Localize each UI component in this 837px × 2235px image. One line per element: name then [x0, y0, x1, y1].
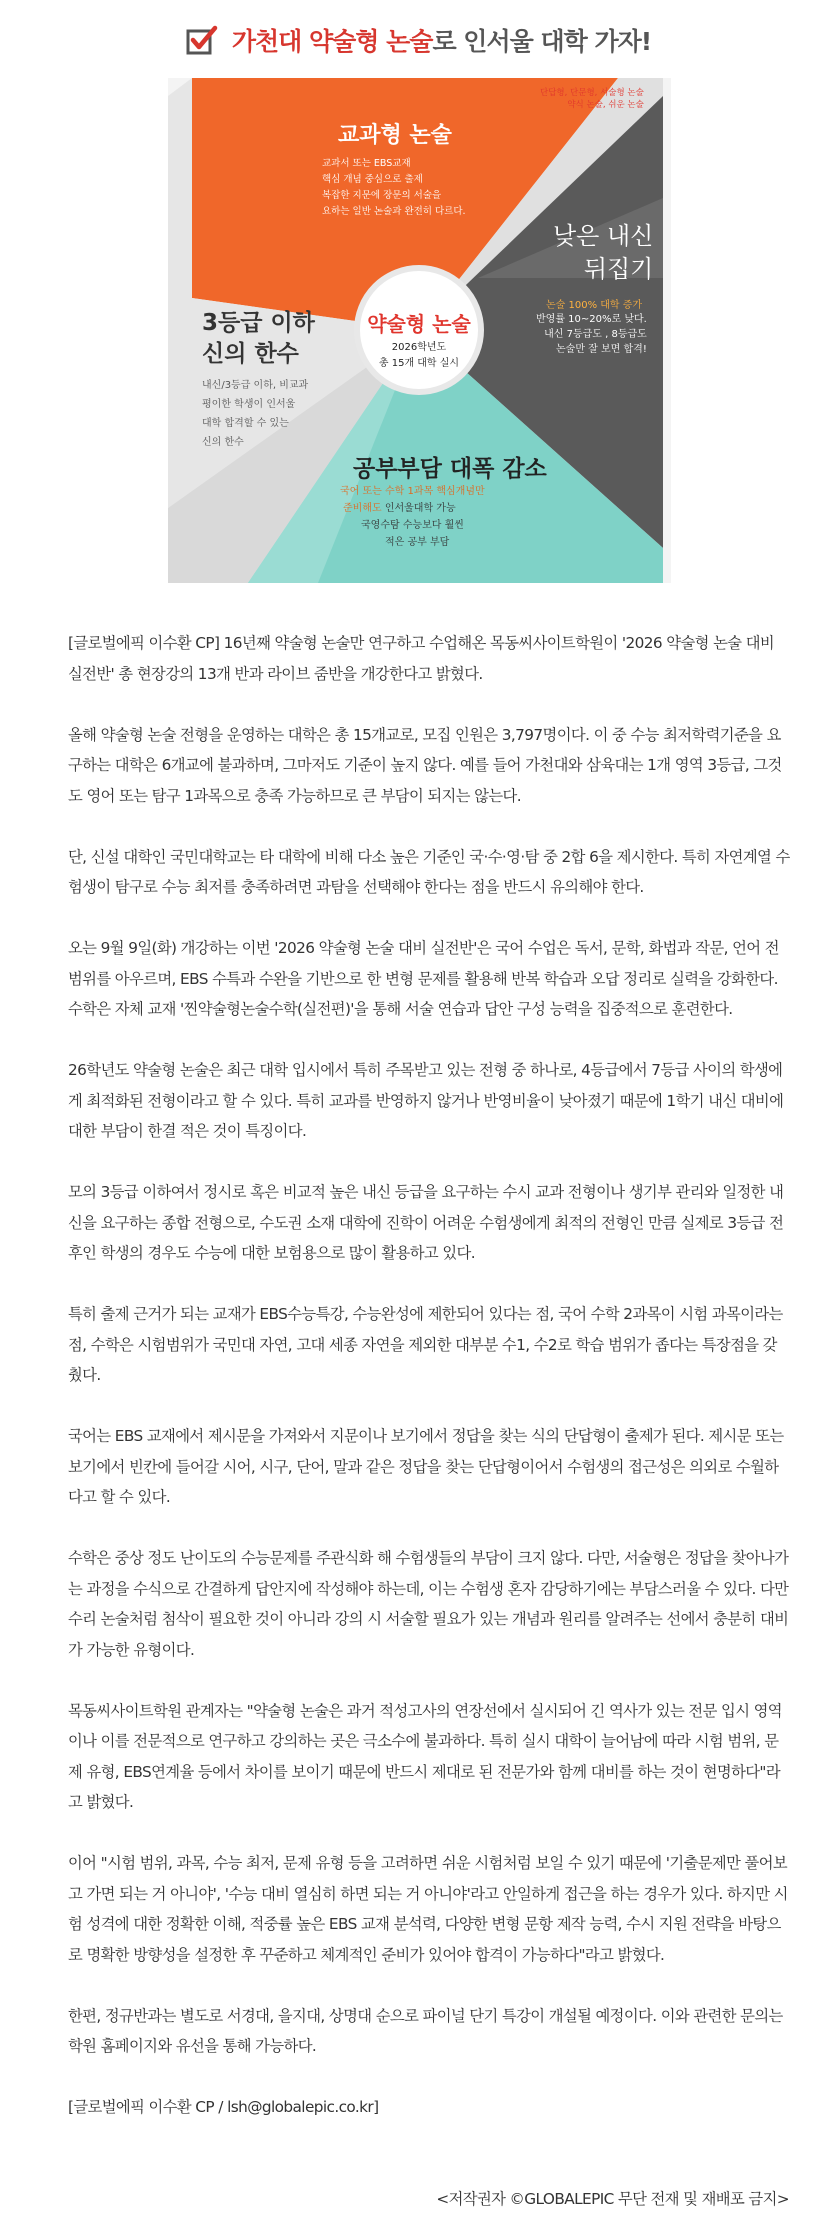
- center-circle-title: 약술형 논술: [367, 312, 471, 336]
- article-paragraph: 올해 약술형 논술 전형을 운영하는 대학은 총 15개교로, 모집 인원은 3,797명이다. 이 중 수능 최저학력기준을 요구하는 대학은 6개교에 불과하며, 그마저도 기준이 높지 않다. 예를 들어 가천대와 삼육대는 1개 영역 3등급, 그것도 영어 또는 탐구 1과목으로 충족 가능하므로 큰 부담이 되지는 않는다.: [68, 725, 782, 805]
- article-paragraph: 모의 3등급 이하여서 정시로 혹은 비교적 높은 내신 등급을 요구하는 수시 교과 전형이나 생기부 관리와 일정한 내신을 요구하는 종합 전형으로, 수도권 소재 대학에 진학이 어려운 수험생에게 최적의 전형인 만큼 실제로 3등급 전후인 학생의 경우도 수능에 대한 보험용으로 많이 활용하고 있다.: [68, 1183, 784, 1262]
- desc-line: 대학 합격할 수 있는: [202, 418, 289, 429]
- article-paragraph: 국어는 EBS 교재에서 제시문을 가져와서 지문이나 보기에서 정답을 찾는 식의 단답형이 출제가 된다. 제시문 또는 보기에서 빈칸에 들어갈 시어, 시구, 단어, 말과 같은 정답을 찾는 단답형이어서 수험생의 접근성은 의외로 수월하다고 할 수 있다.: [68, 1427, 784, 1506]
- desc-line: 핵심 개념 중심으로 출제: [322, 174, 423, 185]
- corner-note-line: 약식 논술, 쉬운 논술: [567, 100, 644, 110]
- desc-line: 반영률 10~20%로 낮다.: [536, 314, 647, 325]
- article-paragraph: 단, 신설 대학인 국민대학교는 타 대학에 비해 다소 높은 기준인 국·수·영·탐 중 2합 6을 제시한다. 특히 자연계열 수험생이 탐구로 수능 최저를 충족하려면 과탐을 선택해야 한다는 점을 반드시 유의해야 한다.: [68, 847, 790, 896]
- article-paragraph: 26학년도 약술형 논술은 최근 대학 입시에서 특히 주목받고 있는 전형 중 하나로, 4등급에서 7등급 사이의 학생에게 최적화된 전형이라고 할 수 있다. 특히 교과를 반영하지 않거나 반영비율이 낮아졌기 때문에 1학기 내신 대비에 대한 부담이 한결 적은 것이 특징이다.: [68, 1061, 784, 1140]
- bottom-blade-highlight-inline: 준비해도: [343, 503, 382, 514]
- article-paragraph: 오는 9월 9일(화) 개강하는 이번 '2026 약술형 논술 대비 실전반'은 국어 수업은 독서, 문학, 화법과 작문, 언어 전 범위를 아우르며, EBS 수특과 수완을 기반으로 한 변형 문제를 활용해 반복 학습과 오답 정리로 실력을 강화한다. 수학은 자체 교재 '찐약술형논술수학(실전편)'을 통해 서술 연습과 답안 구성 능력을 집중적으로 훈련한다.: [68, 939, 779, 1018]
- headline: [0, 22, 837, 61]
- title-line: 낮은 내신: [553, 222, 654, 250]
- bottom-blade-line: [343, 499, 456, 514]
- left-blade-description: [202, 376, 308, 452]
- right-blade-highlight: 논술 100% 대학 증가: [546, 300, 643, 311]
- right-blade-title: [553, 220, 653, 286]
- headline-highlight: 가천대 약술형 논술: [231, 27, 433, 56]
- right-blade-description: [536, 312, 647, 357]
- desc-line: 교과서 또는 EBS교재: [322, 158, 411, 169]
- article-paragraph: 특히 출제 근거가 되는 교재가 EBS수능특강, 수능완성에 제한되어 있다는 점, 국어 수학 2과목이 시험 과목이라는 점, 수학은 시험범위가 국민대 자연, 고대 세종 자연을 제외한 대부분 수1, 수2로 학습 범위가 좁다는 특장점을 갖췄다.: [68, 1305, 783, 1384]
- infographic: [168, 78, 671, 583]
- article-paragraph: 목동씨사이트학원 관계자는 "약술형 논술은 과거 적성고사의 연장선에서 실시되어 긴 역사가 있는 전문 입시 영역이나 이를 전문적으로 연구하고 강의하는 곳은 극소수에 불과하다. 특히 실시 대학이 늘어남에 따라 시험 범위, 문제 유형, EBS연계율 등에서 차이를 보이기 때문에 반드시 제대로 된 전문가와 함께 대비를 하는 것이 현명하다"라고 밝혔다.: [68, 1701, 782, 1811]
- article-body: [68, 628, 790, 2123]
- bottom-blade-title: 공부부담 대폭 감소: [353, 456, 547, 482]
- subtitle-line: 2026학년도: [391, 342, 447, 353]
- desc-line: 복잡한 지문에 장문의 서술을: [322, 190, 442, 201]
- infographic-corner-note: [540, 87, 644, 111]
- left-blade-title: [202, 308, 315, 370]
- headline-rest: 로 인서울 대학 가자!: [432, 27, 652, 56]
- article-paragraph: 이어 "시험 범위, 과목, 수능 최저, 문제 유형 등을 고려하면 쉬운 시험처럼 보일 수 있기 때문에 '기출문제만 풀어보고 가면 되는 거 아니야', '수능 대비 열심히 하면 되는 거 아니야'라고 안일하게 접근을 하는 경우가 있다. 하지만 시험 성격에 대한 정확한 이해, 적중률 높은 EBS 교재 분석력, 다양한 변형 문항 제작 능력, 수시 지원 전략을 바탕으로 명확한 방향성을 설정한 후 꾸준하고 체계적인 준비가 있어야 합격이 가능하다"라고 밝혔다.: [68, 1854, 788, 1964]
- checkbox-check-icon: [186, 25, 218, 61]
- article-paragraph: 한편, 정규반과는 별도로 서경대, 을지대, 상명대 순으로 파이널 단기 특강이 개설될 예정이다. 이와 관련한 문의는 학원 홈페이지와 유선을 통해 가능하다.: [68, 2006, 783, 2055]
- article-paragraph: 수학은 중상 정도 난이도의 수능문제를 주관식화 해 수험생들의 부담이 크지 않다. 다만, 서술형은 정답을 찾아나가는 과정을 수식으로 간결하게 답안지에 작성해야 하는데, 이는 수험생 혼자 감당하기에는 부담스러울 수 있다. 다만 수리 논술처럼 첨삭이 필요한 것이 아니라 강의 시 서술할 필요가 있는 개념과 원리를 알려주는 선에서 충분히 대비가 가능한 유형이다.: [68, 1549, 789, 1659]
- title-line: 3등급 이하: [202, 310, 315, 336]
- article-paragraph: [글로벌에픽 이수환 CP] 16년째 약술형 논술만 연구하고 수업해온 목동씨사이트학원이 '2026 약술형 논술 대비 실전반' 총 현장강의 13개 반과 라이브 줌반을 개강한다고 밝혔다.: [68, 634, 775, 683]
- copyright-notice: <저작권자 ©GLOBALEPIC 무단 전재 및 재배포 금지>: [436, 2190, 789, 2208]
- title-line: 뒤집기: [583, 255, 654, 283]
- desc-line: 논술만 잘 보면 합격!: [556, 344, 647, 355]
- article-signature: [글로벌에픽 이수환 CP / lsh@globalepic.co.kr]: [68, 2098, 379, 2116]
- subtitle-line: 총 15개 대학 실시: [378, 358, 460, 369]
- title-line: 신의 한수: [202, 341, 299, 367]
- corner-note-line: 단답형, 단문형, 서술형 논술: [540, 88, 644, 98]
- top-blade-title: 교과형 논술: [338, 123, 452, 148]
- top-blade-description: [322, 156, 466, 220]
- bottom-blade-line: 적은 공부 부담: [385, 537, 450, 548]
- desc-line: 내신/3등급 이하, 비교과: [202, 380, 309, 391]
- desc-line: 신의 한수: [202, 437, 244, 448]
- bottom-blade-highlight: 국어 또는 수학 1과목 핵심개념만: [340, 486, 485, 497]
- desc-line: 요하는 일반 논술과 완전히 다르다.: [322, 206, 466, 217]
- desc-line: 내신 7등급도 , 8등급도: [544, 329, 647, 340]
- center-circle-subtitle: [366, 340, 472, 372]
- bottom-blade-line: 국영수탐 수능보다 훨씬: [361, 520, 464, 531]
- desc-line: 평이한 학생이 인서울: [202, 399, 296, 410]
- bottom-blade-line-rest: 인서울대학 가능: [381, 503, 456, 514]
